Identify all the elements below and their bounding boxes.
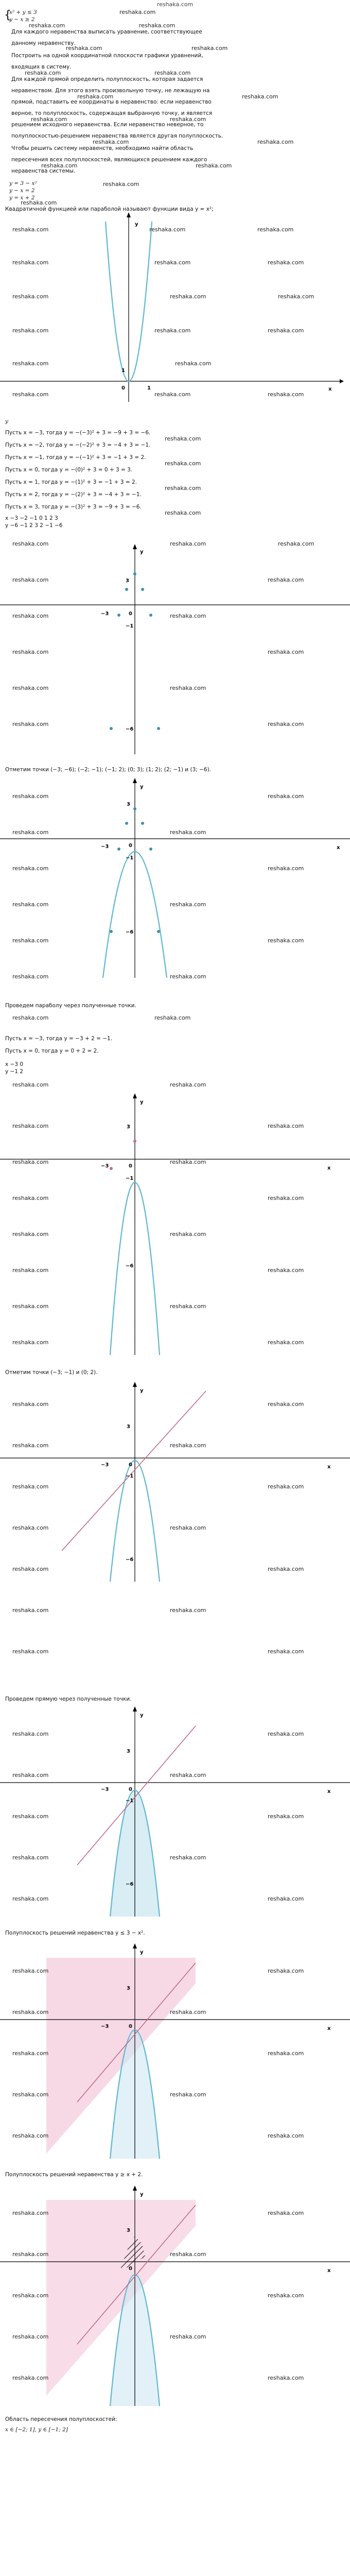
watermark: reshaka.com	[170, 1442, 206, 1449]
watermark: reshaka.com	[268, 937, 304, 944]
equation-3: y = x + 2	[9, 195, 35, 201]
watermark: reshaka.com	[12, 1772, 49, 1778]
table2-y: y −1 2	[5, 1069, 24, 1075]
watermark: reshaka.com	[12, 1968, 49, 1974]
watermark: reshaka.com	[257, 139, 294, 145]
table1-x: x −3 −2 −1 0 1 2 3	[5, 515, 58, 521]
watermark: reshaka.com	[12, 1267, 49, 1274]
table2-x: x −3 0	[5, 1061, 24, 1067]
draw-parabola: Проведем параболу через полученные точки.	[5, 1003, 136, 1009]
watermark: reshaka.com	[149, 226, 186, 233]
watermark: reshaka.com	[12, 1895, 49, 1902]
watermark: reshaka.com	[12, 577, 49, 583]
watermark: reshaka.com	[268, 1731, 304, 1737]
y-label-mini: y	[5, 418, 8, 425]
watermark: reshaka.com	[12, 1339, 49, 1346]
svg-text:x: x	[337, 845, 340, 851]
svg-text:−6: −6	[126, 726, 134, 732]
watermark: reshaka.com	[154, 70, 191, 76]
region-label: Область пересечения полуплоскостей:	[5, 2416, 117, 2422]
watermark: reshaka.com	[29, 22, 65, 29]
watermark: reshaka.com	[103, 181, 139, 188]
svg-text:x: x	[327, 1165, 331, 1171]
par-point-4: Пусть x = 0, тогда y = −(0)² + 3 = 0 + 3 = 3.	[5, 467, 133, 473]
step-3a: Для каждой прямой определить полуплоскость, которая задается	[11, 76, 203, 82]
watermark: reshaka.com	[268, 259, 304, 266]
brace: {	[4, 9, 11, 22]
watermark: reshaka.com	[257, 226, 294, 233]
watermark: reshaka.com	[170, 540, 206, 547]
watermark: reshaka.com	[31, 116, 67, 123]
watermark: reshaka.com	[12, 973, 49, 980]
line-point-1: Пусть x = −3, тогда y = −3 + 2 = −1.	[5, 1036, 113, 1042]
svg-text:0: 0	[129, 1787, 132, 1792]
svg-text:−1: −1	[126, 623, 134, 629]
step-3d: верное, то полуплоскость, содержащая выбранную точку, и является	[11, 110, 213, 116]
svg-text:1: 1	[147, 385, 151, 391]
svg-text:y: y	[140, 1713, 144, 1718]
watermark: reshaka.com	[12, 2292, 49, 2299]
watermark: reshaka.com	[12, 1159, 49, 1165]
svg-text:3: 3	[127, 1749, 130, 1754]
watermark: reshaka.com	[41, 162, 78, 169]
svg-text:−6: −6	[126, 1882, 134, 1887]
watermark: reshaka.com	[268, 2375, 304, 2381]
watermark: reshaka.com	[268, 1813, 304, 1820]
watermark: reshaka.com	[154, 259, 191, 266]
watermark: reshaka.com	[170, 1231, 206, 1238]
svg-text:3: 3	[127, 1124, 130, 1130]
watermark: reshaka.com	[268, 2210, 304, 2216]
watermark: reshaka.com	[12, 1442, 49, 1449]
svg-text:3: 3	[127, 1424, 130, 1430]
watermark: reshaka.com	[12, 1081, 49, 1088]
step-2b: входящих в систему.	[11, 64, 72, 70]
watermark: reshaka.com	[12, 1303, 49, 1310]
watermark: reshaka.com	[12, 793, 49, 800]
watermark: reshaka.com	[12, 2091, 49, 2098]
watermark: reshaka.com	[12, 1401, 49, 1408]
watermark: reshaka.com	[170, 613, 206, 619]
par-point-1: Пусть x = −3, тогда y = −(−3)² + 3 = −9 + 3 = −6.	[5, 430, 151, 436]
step-1b: данному неравенству.	[11, 40, 76, 46]
svg-text:−3: −3	[101, 611, 109, 617]
watermark: reshaka.com	[12, 1648, 49, 1655]
watermark: reshaka.com	[12, 1731, 49, 1737]
watermark: reshaka.com	[170, 1524, 206, 1531]
watermark: reshaka.com	[268, 1401, 304, 1408]
watermark: reshaka.com	[268, 577, 304, 583]
watermark: reshaka.com	[12, 1566, 49, 1572]
watermark: reshaka.com	[268, 327, 304, 334]
svg-text:−3: −3	[101, 1163, 109, 1169]
watermark: reshaka.com	[165, 435, 201, 442]
watermark: reshaka.com	[242, 93, 278, 100]
watermark: reshaka.com	[196, 162, 232, 169]
watermark: reshaka.com	[268, 793, 304, 800]
watermark: reshaka.com	[12, 2251, 49, 2258]
svg-text:−6: −6	[126, 1557, 134, 1563]
watermark: reshaka.com	[170, 1303, 206, 1310]
watermark: reshaka.com	[12, 721, 49, 727]
watermark: reshaka.com	[25, 70, 61, 76]
svg-text:0: 0	[129, 1163, 132, 1169]
watermark: reshaka.com	[170, 1607, 206, 1614]
watermark: reshaka.com	[12, 649, 49, 655]
par-point-2: Пусть x = −2, тогда y = −(−2)² + 3 = −4 + 3 = −1.	[5, 442, 151, 448]
svg-text:y: y	[140, 1950, 144, 1955]
watermark: reshaka.com	[165, 510, 201, 516]
system-line-2: y − x ≥ 2	[9, 16, 35, 23]
watermark: reshaka.com	[12, 1607, 49, 1614]
watermark: reshaka.com	[12, 685, 49, 691]
watermark: reshaka.com	[268, 649, 304, 655]
watermark: reshaka.com	[12, 613, 49, 619]
svg-text:x: x	[327, 1789, 331, 1794]
step-3c: прямой, подставить ее координаты в неравенство: если неравенство	[11, 99, 212, 105]
svg-text:y: y	[140, 784, 144, 790]
watermark: reshaka.com	[12, 2009, 49, 2015]
watermark: reshaka.com	[165, 460, 201, 467]
watermark: reshaka.com	[170, 1772, 206, 1778]
watermark: reshaka.com	[12, 540, 49, 547]
watermark: reshaka.com	[268, 391, 304, 398]
watermark: reshaka.com	[12, 293, 49, 300]
svg-text:−1: −1	[126, 855, 134, 861]
watermark: reshaka.com	[12, 1524, 49, 1531]
svg-text:−1: −1	[126, 1798, 134, 1804]
svg-text:x: x	[327, 2026, 331, 2031]
watermark: reshaka.com	[170, 901, 206, 908]
svg-text:−1: −1	[126, 1473, 134, 1479]
system-line-1: x² + y ≤ 3	[9, 9, 37, 15]
watermark: reshaka.com	[170, 2251, 206, 2258]
watermark: reshaka.com	[170, 829, 206, 836]
svg-text:−3: −3	[101, 1462, 109, 1468]
par-point-3: Пусть x = −1, тогда y = −(−1)² + 3 = −1 + 3 = 2.	[5, 454, 146, 461]
watermark: reshaka.com	[268, 2132, 304, 2139]
watermark: reshaka.com	[268, 1566, 304, 1572]
watermark: reshaka.com	[268, 1195, 304, 1201]
svg-text:−3: −3	[101, 2024, 109, 2029]
svg-text:0: 0	[121, 385, 125, 391]
watermark: reshaka.com	[170, 973, 206, 980]
watermark: reshaka.com	[170, 685, 206, 691]
watermark: reshaka.com	[12, 1854, 49, 1861]
svg-text:0: 0	[129, 2266, 132, 2272]
watermark: reshaka.com	[12, 226, 49, 233]
watermark: reshaka.com	[12, 2375, 49, 2381]
watermark: reshaka.com	[154, 1014, 191, 1021]
half-plane-1: Полуплоскость решений неравенства y ≤ 3 − x².	[5, 1930, 145, 1936]
step-3f: полуплоскостью-решением неравенства является другая полуплоскость.	[11, 133, 223, 139]
watermark: reshaka.com	[268, 2292, 304, 2299]
watermark: reshaka.com	[268, 2050, 304, 2057]
watermark: reshaka.com	[268, 1267, 304, 1274]
mark-points: Отметим точки (−3; −6); (−2; −1); (−1; 2); (0; 3); (1; 2); (2; −1) и (3; −6).	[5, 767, 212, 773]
svg-text:1: 1	[121, 368, 125, 374]
watermark: reshaka.com	[139, 22, 176, 29]
svg-text:−1: −1	[126, 1176, 134, 1181]
table1-y: y −6 −1 2 3 2 −1 −6	[5, 522, 63, 529]
svg-text:y: y	[140, 2192, 144, 2197]
watermark: reshaka.com	[268, 1895, 304, 1902]
step-4c: неравенства системы.	[11, 168, 76, 174]
watermark: reshaka.com	[268, 1968, 304, 1974]
watermark: reshaka.com	[165, 485, 201, 492]
watermark: reshaka.com	[170, 116, 206, 123]
watermark: reshaka.com	[12, 2333, 49, 2340]
step-2a: Построить на одной координатной плоскости графики уравнений,	[11, 53, 203, 59]
watermark: reshaka.com	[12, 2210, 49, 2216]
watermark: reshaka.com	[21, 199, 57, 206]
watermark: reshaka.com	[268, 865, 304, 872]
watermark: reshaka.com	[268, 1123, 304, 1129]
watermark: reshaka.com	[12, 1014, 49, 1021]
answer: x ∈ [−2; 1], y ∈ [−1; 2]	[5, 2427, 68, 2433]
parabola-intro: Квадратичной функцией или параболой называют функции вида y = x²;	[5, 206, 214, 212]
watermark: reshaka.com	[12, 1231, 49, 1238]
svg-text:3: 3	[127, 1986, 130, 1991]
svg-text:y: y	[140, 549, 144, 555]
svg-text:−6: −6	[126, 929, 134, 935]
graph-x-squared	[0, 211, 350, 407]
svg-text:−6: −6	[126, 1263, 134, 1269]
watermark: reshaka.com	[170, 2333, 206, 2340]
svg-text:−3: −3	[101, 844, 109, 850]
watermark: reshaka.com	[12, 2132, 49, 2139]
watermark: reshaka.com	[12, 1123, 49, 1129]
watermark: reshaka.com	[170, 2009, 206, 2015]
draw-line: Проведем прямую через полученные точки.	[5, 1696, 132, 1702]
watermark: reshaka.com	[170, 293, 206, 300]
x-axis-label-1: x	[328, 386, 332, 392]
watermark: reshaka.com	[278, 293, 314, 300]
step-3b: неравенством. Для этого взять произвольную точку, не лежащую на	[11, 88, 210, 94]
y-axis-label-1: y	[135, 222, 138, 227]
watermark: reshaka.com	[170, 1854, 206, 1861]
graph-line-points	[0, 1092, 350, 1360]
watermark: reshaka.com	[12, 259, 49, 266]
watermark: reshaka.com	[93, 139, 129, 145]
svg-text:3: 3	[126, 578, 129, 584]
watermark: reshaka.com	[66, 45, 102, 52]
watermark: reshaka.com	[154, 391, 191, 398]
watermark: reshaka.com	[268, 721, 304, 727]
watermark: reshaka.com	[119, 9, 156, 15]
svg-text:0: 0	[129, 843, 132, 849]
watermark: reshaka.com	[170, 1159, 206, 1165]
equation-2: y − x = 2	[9, 188, 35, 194]
svg-text:x: x	[327, 1464, 331, 1470]
watermark: reshaka.com	[170, 1081, 206, 1088]
svg-text:3: 3	[127, 2228, 130, 2233]
svg-text:y: y	[140, 1388, 144, 1394]
watermark: reshaka.com	[12, 937, 49, 944]
watermark: reshaka.com	[175, 360, 212, 367]
watermark: reshaka.com	[12, 2050, 49, 2057]
watermark: reshaka.com	[12, 360, 49, 367]
watermark: reshaka.com	[12, 327, 49, 334]
watermark: reshaka.com	[12, 391, 49, 398]
svg-text:x: x	[327, 2268, 331, 2274]
par-point-5: Пусть x = 1, тогда y = −(1)² + 3 = −1 + 3 = 2.	[5, 479, 137, 485]
svg-text:y: y	[140, 1099, 144, 1105]
watermark: reshaka.com	[12, 1483, 49, 1490]
step-4a: Чтобы решить систему неравенств, необходимо найти область	[11, 145, 194, 151]
watermark: reshaka.com	[268, 1339, 304, 1346]
watermark: reshaka.com	[77, 93, 114, 100]
watermark: reshaka.com	[154, 327, 191, 334]
watermark: reshaka.com	[12, 1813, 49, 1820]
watermark: reshaka.com	[12, 1195, 49, 1201]
site-header: reshaka.com	[156, 1, 194, 8]
watermark: reshaka.com	[170, 2091, 206, 2098]
step-3e: решением исходного неравенства. Если неравенство неверное, то	[11, 122, 204, 128]
svg-text:0: 0	[129, 1462, 132, 1468]
step-4b: пересечения всех полуплоскостей, являющихся решением каждого	[11, 157, 207, 163]
watermark: reshaka.com	[12, 829, 49, 836]
equation-1: y = 3 − x²	[9, 180, 37, 187]
watermark: reshaka.com	[12, 901, 49, 908]
mark-line-points: Отметим точки (−3; −1) и (0; 2).	[5, 1369, 98, 1376]
par-point-6: Пусть x = 2, тогда y = −(2)² + 3 = −4 + 3 = −1.	[5, 492, 142, 498]
par-point-7: Пусть x = 3, тогда y = −(3)² + 3 = −9 + 3 = −6.	[5, 504, 142, 510]
step-1a: Для каждого неравенства выписать уравнение, соответствующее	[11, 29, 202, 35]
watermark: reshaka.com	[268, 1483, 304, 1490]
svg-text:0: 0	[129, 2024, 132, 2029]
half-plane-2: Полуплоскость решений неравенства y ≥ x + 2.	[5, 2172, 143, 2178]
svg-text:3: 3	[127, 802, 130, 807]
svg-text:−3: −3	[101, 1787, 109, 1792]
watermark: reshaka.com	[12, 865, 49, 872]
svg-text:0: 0	[129, 611, 132, 617]
watermark: reshaka.com	[268, 1648, 304, 1655]
watermark: reshaka.com	[278, 540, 314, 547]
watermark: reshaka.com	[191, 45, 228, 52]
graph-parabola	[0, 777, 350, 983]
line-point-2: Пусть x = 0, тогда y = 0 + 2 = 2.	[5, 1048, 99, 1054]
